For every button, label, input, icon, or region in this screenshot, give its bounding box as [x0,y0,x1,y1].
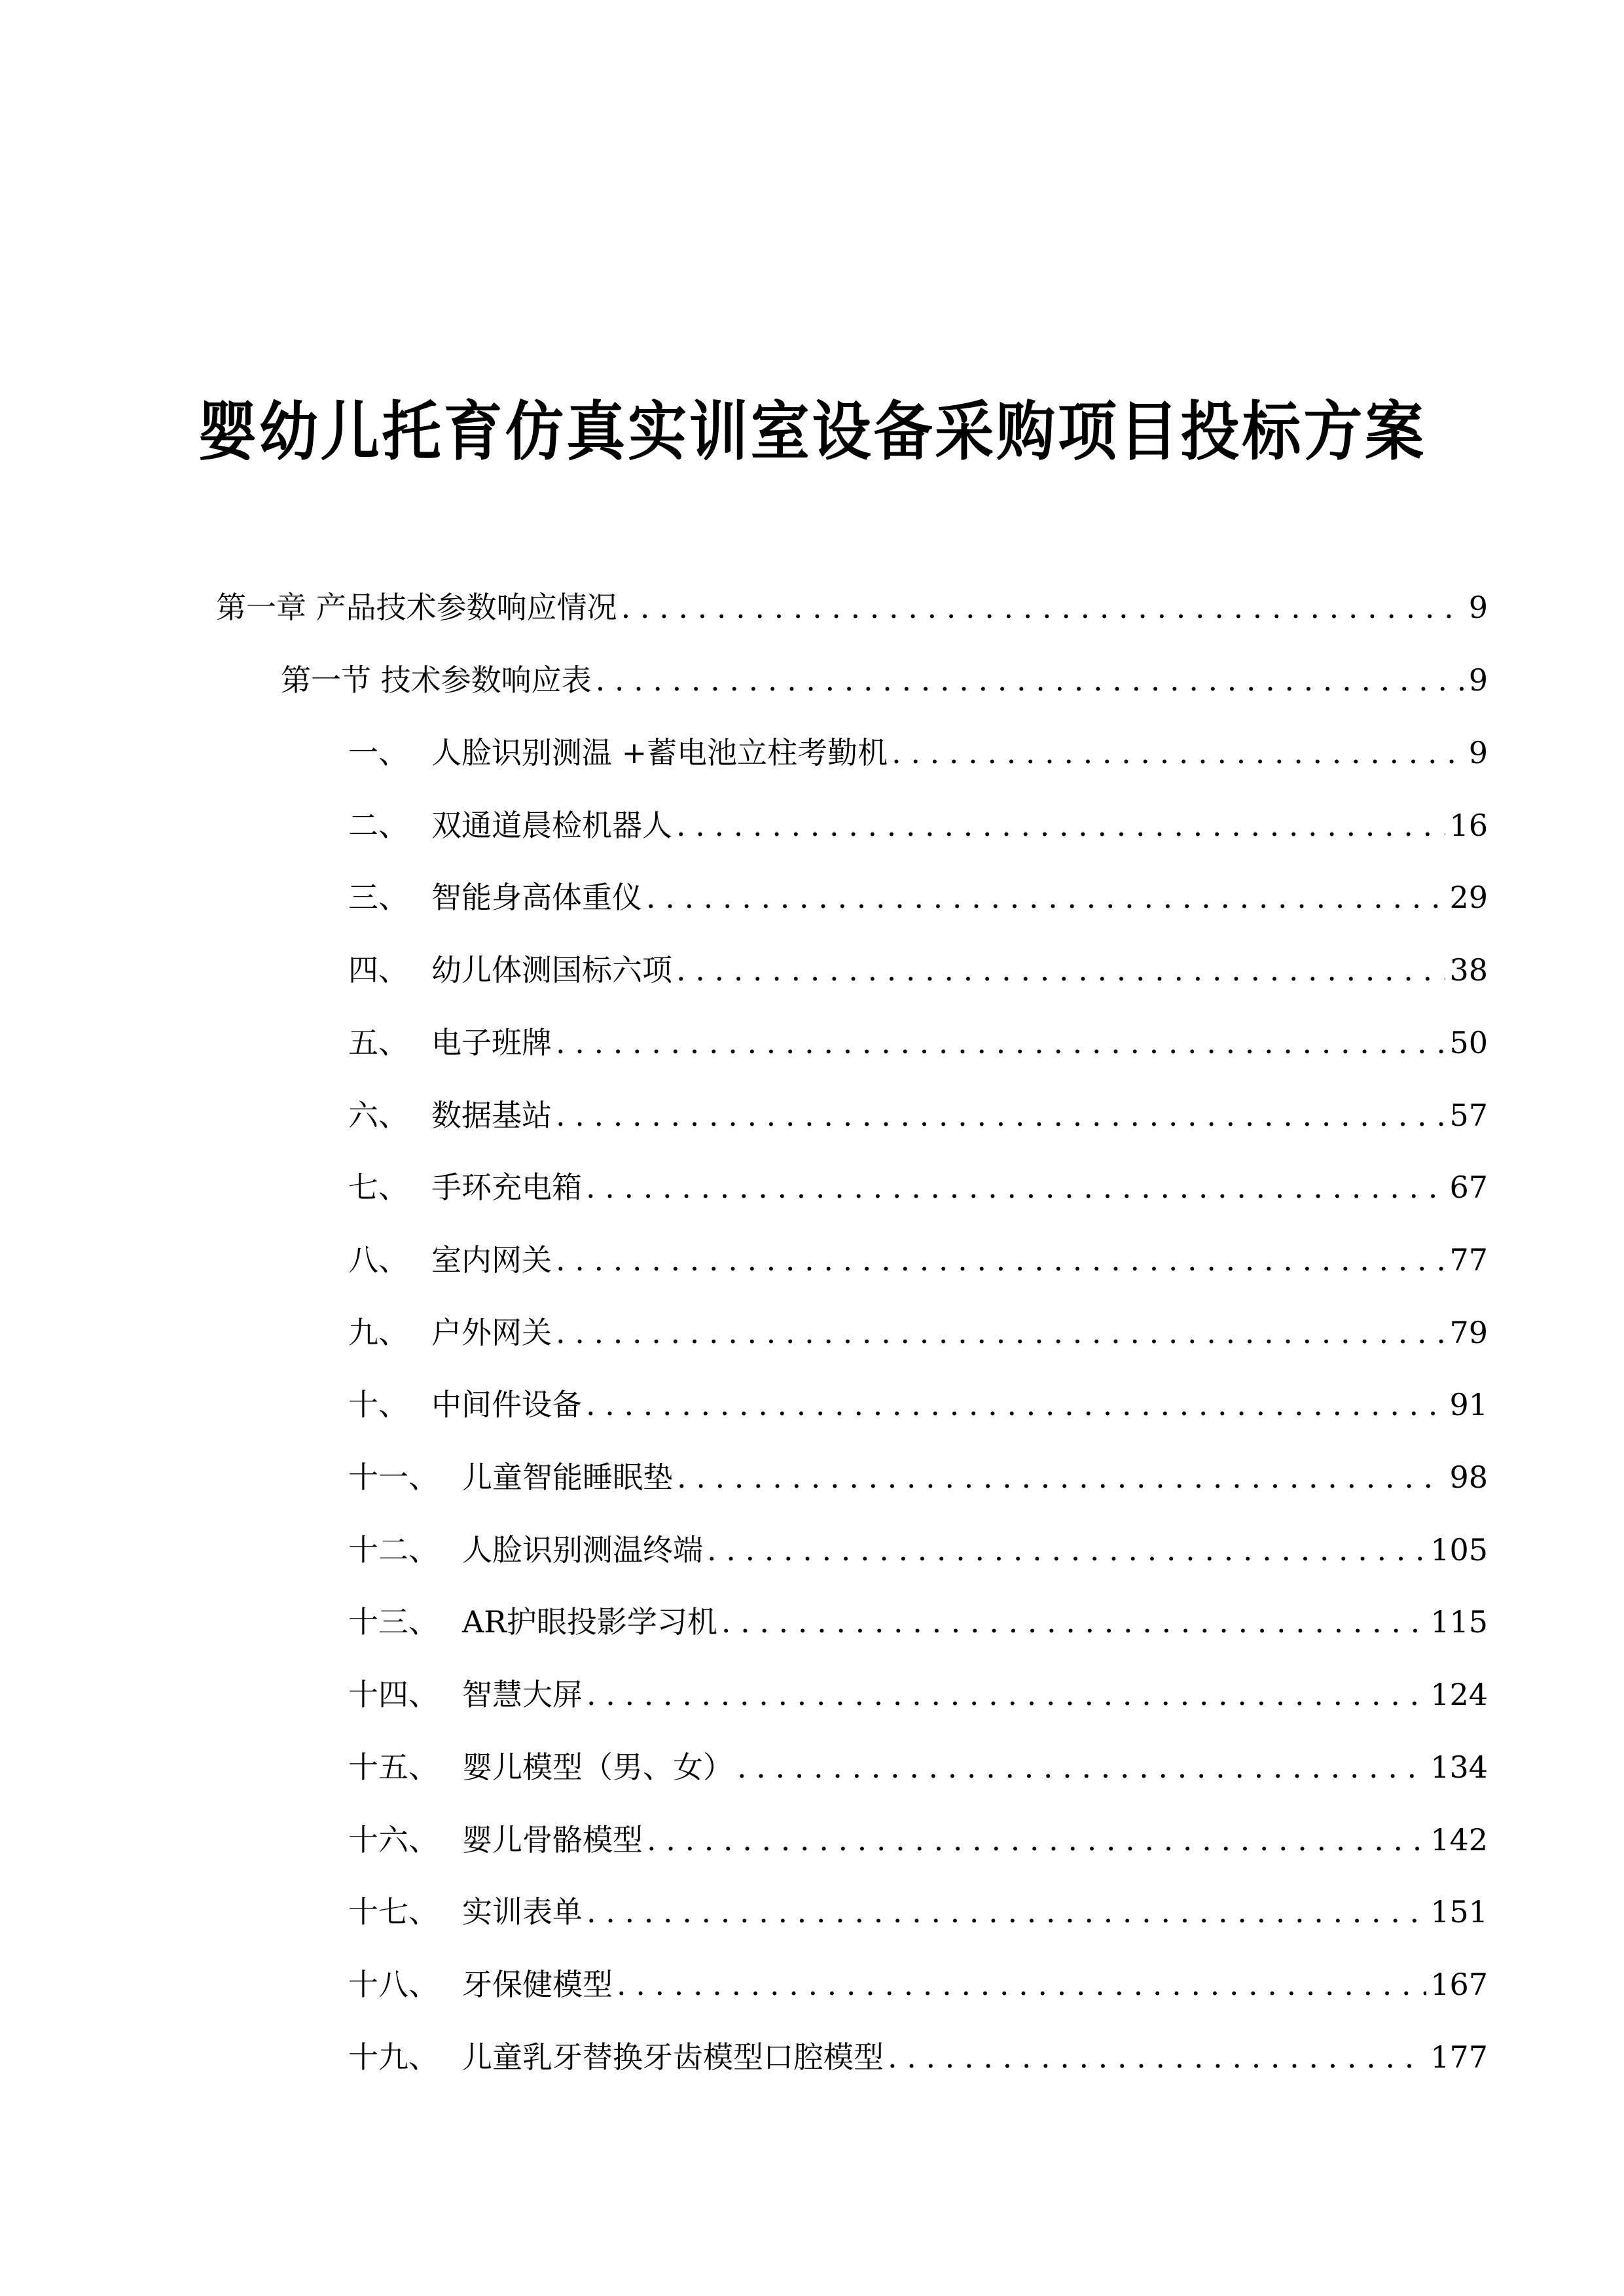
toc-entry-label: 数据基站 [431,1097,552,1133]
document-title: 婴幼儿托育仿真实训室设备采购项目投标方案 [198,394,1426,469]
toc-entry-label: 牙保健模型 [462,1966,613,2002]
dot-leader [677,1458,1445,1497]
dot-leader [556,1023,1445,1062]
toc-page-number: 67 [1449,1170,1488,1206]
toc-page-number: 29 [1449,880,1488,916]
toc-entry-label: 户外网关 [431,1314,552,1350]
dot-leader [621,588,1465,627]
toc-item-index: 二、 [348,807,408,843]
toc-page-number: 142 [1430,1821,1488,1857]
toc-entry-item[interactable] [348,733,1488,772]
dot-leader [676,806,1445,845]
dot-leader [647,1820,1426,1859]
toc-entry-item[interactable] [348,950,1488,990]
toc-page-number: 50 [1449,1024,1488,1060]
toc-entry-label: 智能身高体重仪 [431,880,642,916]
toc-entry-chapter[interactable] [216,588,1488,627]
dot-leader [617,1965,1426,2004]
toc-entry-label: 实训表单 [462,1894,583,1930]
toc-page-number: 105 [1430,1532,1488,1568]
dot-leader [721,1602,1426,1641]
toc-entry-item[interactable] [348,1023,1488,1062]
toc-item-index: 五、 [348,1024,408,1060]
toc-page-number: 177 [1430,2039,1488,2075]
toc-item-index: 十二、 [348,1532,439,1568]
toc-entry-label: 智慧大屏 [462,1677,583,1713]
toc-page-number: 16 [1449,807,1488,843]
toc-entry-label: 室内网关 [431,1242,552,1278]
toc-entry-item[interactable] [348,1965,1488,2004]
dot-leader [556,1096,1445,1135]
dot-leader [556,1313,1445,1352]
toc-entry-label: AR护眼投影学习机 [462,1604,717,1640]
toc-page-number: 91 [1449,1387,1488,1423]
toc-entry-item[interactable] [348,1313,1488,1352]
toc-page-number: 124 [1430,1677,1488,1713]
toc-item-index: 十四、 [348,1677,439,1713]
toc-page-number: 134 [1430,1749,1488,1785]
toc-page-number: 38 [1449,952,1488,988]
toc-item-index: 十八、 [348,1966,439,2002]
toc-page-number: 9 [1468,662,1488,698]
toc-entry-label: 婴儿骨骼模型 [462,1821,643,1857]
toc-page-number: 151 [1430,1894,1488,1930]
toc-page-number: 167 [1430,1966,1488,2002]
dot-leader [586,1892,1426,1931]
toc-entry-item[interactable] [348,1602,1488,1641]
toc-page-number: 98 [1449,1460,1488,1495]
dot-leader [707,1530,1426,1570]
toc-entry-label: 第一节 技术参数响应表 [281,662,592,698]
toc-item-index: 十三、 [348,1604,439,1640]
toc-entry-section[interactable] [281,660,1488,700]
dot-leader [596,660,1465,700]
toc-item-index: 七、 [348,1170,408,1206]
toc-entry-item[interactable] [348,806,1488,845]
toc-entry-item[interactable] [348,1168,1488,1207]
dot-leader [892,733,1465,772]
toc-entry-label: 双通道晨检机器人 [431,807,672,843]
toc-item-index: 十、 [348,1387,408,1423]
toc-item-index: 十六、 [348,1821,439,1857]
toc-page-number: 77 [1449,1242,1488,1278]
toc-item-index: 十五、 [348,1749,439,1785]
toc-page-number: 79 [1449,1314,1488,1350]
toc-page-number: 57 [1449,1097,1488,1133]
toc-entry-label: 人脸识别测温 +蓄电池立柱考勤机 [431,735,888,770]
toc-item-index: 四、 [348,952,408,988]
dot-leader [737,1748,1426,1787]
dot-leader [586,1168,1445,1207]
toc-entry-item[interactable] [348,1892,1488,1931]
toc-entry-label: 婴儿模型（男、女） [462,1749,733,1785]
toc-entry-item[interactable] [348,1458,1488,1497]
toc-entry-label: 人脸识别测温终端 [462,1532,703,1568]
toc-entry-label: 儿童乳牙替换牙齿模型口腔模型 [462,2039,884,2075]
toc-entry-label: 儿童智能睡眠垫 [462,1460,673,1495]
toc-item-index: 八、 [348,1242,408,1278]
dot-leader [586,1385,1445,1424]
toc-entry-item[interactable] [348,1240,1488,1280]
toc-page-number: 9 [1468,590,1488,625]
dot-leader [556,1240,1445,1280]
dot-leader [888,2037,1426,2077]
toc-item-index: 一、 [348,735,408,770]
toc-entry-item[interactable] [348,1748,1488,1787]
toc-page-number: 9 [1468,735,1488,770]
toc-entry-item[interactable] [348,2037,1488,2077]
dot-leader [586,1675,1426,1714]
toc-entry-item[interactable] [348,1096,1488,1135]
toc-entry-label: 手环充电箱 [431,1170,582,1206]
toc-entry-item[interactable] [348,1675,1488,1714]
dot-leader [646,878,1445,917]
toc-entry-label: 电子班牌 [431,1024,552,1060]
toc-item-index: 十九、 [348,2039,439,2075]
toc-entry-item[interactable] [348,1385,1488,1424]
toc-item-index: 六、 [348,1097,408,1133]
toc-item-index: 十一、 [348,1460,439,1495]
toc-entry-label: 中间件设备 [431,1387,582,1423]
toc-entry-item[interactable] [348,878,1488,917]
toc-item-index: 三、 [348,880,408,916]
toc-entry-label: 第一章 产品技术参数响应情况 [216,590,617,625]
toc-item-index: 十七、 [348,1894,439,1930]
dot-leader [676,950,1445,990]
toc-page-number: 115 [1430,1604,1488,1640]
toc-entry-label: 幼儿体测国标六项 [431,952,672,988]
toc-entry-item[interactable] [348,1820,1488,1859]
toc-item-index: 九、 [348,1314,408,1350]
toc-entry-item[interactable] [348,1530,1488,1570]
